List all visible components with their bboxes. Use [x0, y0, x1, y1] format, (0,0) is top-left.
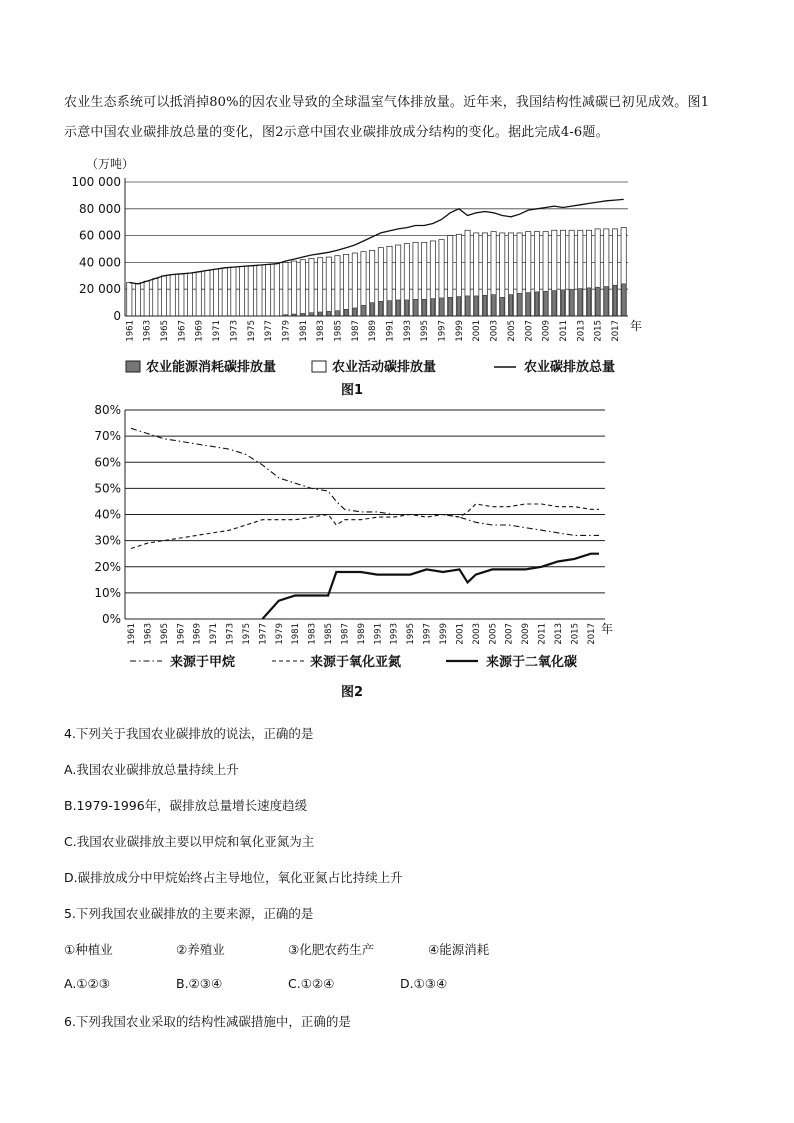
x-tick-label: 2015 [593, 320, 604, 342]
figure-1-title: 图1 [340, 383, 364, 398]
bar-energy [570, 289, 574, 316]
question-5-items [64, 940, 489, 958]
x-tick-label: 1985 [333, 320, 344, 342]
bar-energy [622, 284, 626, 316]
bar-activity [144, 281, 149, 316]
bar-energy [500, 297, 504, 316]
bar-energy [327, 311, 331, 316]
bar-energy [492, 295, 496, 316]
legend-energy-swatch [126, 361, 140, 372]
bar-activity [205, 270, 210, 316]
x-tick-label: 1973 [229, 320, 240, 342]
line-nitrous-oxide [131, 504, 599, 549]
question-4-option-a[interactable]: A.我国农业碳排放总量持续上升 [64, 762, 239, 777]
bar-activity [231, 267, 236, 316]
legend-energy-label: 农业能源消耗碳排放量 [146, 360, 277, 375]
y-tick-label: 60 000 [79, 228, 121, 243]
bar-activity [309, 258, 314, 316]
q5-item-2: ②养殖业 [176, 942, 225, 957]
line-total [129, 199, 623, 283]
x-tick-label: 1961 [127, 623, 137, 645]
x-tick-label: 2011 [537, 623, 548, 645]
intro-line-1: 农业生态系统可以抵消掉80%的因农业导致的全球温室气体排放量。近年来，我国结构性减碳已初见成效。图1 [64, 95, 710, 110]
x-tick-label: 2001 [472, 320, 483, 342]
x-tick-label: 2015 [570, 623, 581, 645]
bar-energy [318, 312, 322, 316]
x-axis-label: 年 [630, 319, 643, 333]
question-6-stem: 6.下列我国农业采取的结构性减碳措施中，正确的是 [64, 1014, 351, 1029]
legend-total-label: 农业碳排放总量 [524, 360, 616, 375]
bar-energy [509, 295, 513, 316]
y-tick-label: 30% [94, 533, 121, 548]
question-5-options [64, 976, 447, 991]
question-5-option-d[interactable]: D.①③④ [400, 976, 448, 991]
x-tick-label: 2013 [553, 623, 564, 645]
x-tick-label: 1997 [422, 623, 433, 645]
question-5-option-c[interactable]: C.①②④ [288, 976, 335, 991]
bar-energy [604, 287, 608, 316]
y-tick-label: 10% [94, 585, 121, 600]
bar-energy [587, 288, 591, 316]
x-tick-label: 1977 [258, 623, 269, 645]
x-tick-label: 1979 [281, 320, 292, 342]
bar-activity [187, 273, 192, 316]
x-tick-label: 1977 [264, 320, 275, 342]
x-tick-label: 1983 [316, 320, 327, 342]
bar-activity [265, 264, 270, 316]
question-4-option-c[interactable]: C.我国农业碳排放主要以甲烷和氧化亚氮为主 [64, 834, 315, 849]
bar-energy [414, 299, 418, 316]
x-tick-label: 2011 [558, 320, 569, 342]
bar-energy [552, 291, 556, 316]
question-4-option-b[interactable]: B.1979-1996年，碳排放总量增长速度趋缓 [64, 798, 308, 813]
y-axis-unit-label: （万吨） [86, 157, 135, 171]
legend-nitrous-oxide-label: 来源于氧化亚氮 [310, 655, 402, 670]
x-tick-label: 1993 [402, 320, 413, 342]
bar-energy [344, 309, 348, 316]
x-tick-label: 2013 [576, 320, 587, 342]
x-tick-label: 1975 [241, 623, 252, 645]
x-tick-label: 2001 [455, 623, 466, 645]
x-tick-label: 2007 [524, 320, 535, 342]
bar-activity [283, 262, 288, 316]
x-tick-label: 1969 [194, 320, 205, 342]
bar-activity [161, 276, 166, 316]
bar-energy [535, 292, 539, 316]
bar-activity [292, 261, 297, 316]
bar-activity [153, 278, 158, 316]
y-tick-label: 80 000 [79, 201, 121, 216]
x-tick-label: 1985 [324, 623, 335, 645]
bar-activity [352, 253, 357, 316]
bar-energy [370, 303, 374, 316]
bar-activity [318, 258, 323, 316]
bar-energy [431, 299, 435, 316]
x-tick-label: 2009 [541, 320, 552, 342]
bar-energy [310, 313, 314, 316]
x-tick-label: 1997 [437, 320, 448, 342]
bar-activity [127, 283, 132, 317]
bar-energy [613, 285, 617, 316]
x-tick-label: 1967 [176, 623, 187, 645]
bar-activity [170, 274, 175, 316]
bar-activity [257, 265, 262, 316]
legend-methane-label: 来源于甲烷 [170, 655, 236, 670]
legend-co2-label: 来源于二氧化碳 [486, 655, 578, 670]
q5-item-3: ③化肥农药生产 [288, 942, 375, 957]
bar-activity [213, 269, 218, 316]
bar-activity [274, 264, 279, 316]
x-tick-label: 1969 [192, 623, 203, 645]
bar-activity [248, 266, 253, 316]
x-tick-label: 2009 [521, 623, 532, 645]
y-tick-label: 100 000 [71, 175, 121, 189]
bar-energy [405, 300, 409, 316]
bar-energy [466, 296, 470, 316]
x-tick-label: 2003 [471, 623, 482, 645]
bar-activity [239, 266, 244, 316]
x-tick-label: 2005 [488, 623, 499, 645]
figure-2-title: 图2 [340, 685, 364, 700]
x-tick-label: 2005 [506, 320, 517, 342]
bar-activity [344, 254, 349, 316]
y-tick-label: 40% [94, 507, 121, 522]
x-axis-label: 年 [601, 622, 614, 636]
bar-activity [222, 268, 227, 316]
x-tick-label: 2007 [504, 623, 515, 645]
bar-activity [300, 260, 305, 316]
x-tick-label: 1975 [246, 320, 257, 342]
x-tick-label: 1979 [274, 623, 285, 645]
x-tick-label: 1989 [356, 623, 367, 645]
x-tick-label: 1963 [142, 320, 153, 342]
x-tick-label: 1999 [439, 623, 449, 645]
x-tick-label: 2017 [586, 623, 597, 645]
x-tick-label: 2017 [610, 320, 621, 342]
x-tick-label: 1961 [125, 320, 136, 342]
bar-activity [326, 257, 331, 316]
line-methane [131, 428, 599, 535]
x-tick-label: 1987 [350, 320, 361, 342]
q5-item-4: ④能源消耗 [428, 942, 490, 957]
y-tick-label: 40 000 [79, 255, 121, 270]
x-tick-label: 1991 [373, 623, 384, 645]
y-tick-label: 20% [94, 559, 121, 574]
figure-2-chart [0, 398, 794, 703]
x-tick-label: 1965 [159, 623, 170, 645]
bar-energy [596, 287, 600, 316]
question-5-stem: 5.下列我国农业碳排放的主要来源，正确的是 [64, 906, 314, 921]
question-5-option-a[interactable]: A.①②③ [64, 976, 110, 991]
x-tick-label: 1971 [212, 320, 223, 342]
x-tick-label: 1995 [406, 623, 417, 645]
bar-energy [396, 300, 400, 316]
y-tick-label: 0 [113, 309, 121, 323]
x-tick-label: 1999 [454, 320, 465, 342]
bar-energy [379, 301, 383, 316]
x-tick-label: 1965 [160, 320, 171, 342]
bar-energy [483, 295, 487, 316]
x-tick-label: 1993 [389, 623, 400, 645]
figure-1-chart [0, 148, 794, 398]
y-tick-label: 50% [94, 481, 121, 496]
bar-energy [526, 293, 530, 316]
bar-energy [422, 299, 426, 316]
x-tick-label: 1981 [298, 320, 309, 342]
legend-figure-1 [126, 359, 615, 375]
bar-energy [578, 289, 582, 316]
question-5-option-b[interactable]: B.②③④ [176, 976, 223, 991]
bar-energy [362, 305, 366, 316]
legend-figure-2 [130, 654, 577, 670]
q5-item-1: ①种植业 [64, 942, 113, 957]
bar-activity [135, 284, 140, 316]
x-tick-label: 1981 [291, 623, 302, 645]
bar-energy [336, 311, 340, 316]
line-carbon-dioxide [262, 554, 599, 619]
bar-energy [448, 297, 452, 316]
bar-activity [335, 256, 340, 316]
bar-energy [440, 298, 444, 316]
intro-line-2: 示意中国农业碳排放总量的变化，图2示意中国农业碳排放成分结构的变化。据此完成4-6题。 [64, 125, 609, 140]
question-4-option-d[interactable]: D.碳排放成分中甲烷始终占主导地位，氧化亚氮占比持续上升 [64, 870, 403, 885]
y-tick-label: 60% [94, 455, 121, 470]
y-tick-label: 20 000 [79, 282, 121, 297]
x-tick-label: 1983 [307, 623, 318, 645]
intro-paragraph [64, 88, 732, 148]
legend-activity-label: 农业活动碳排放量 [332, 360, 437, 375]
legend-activity-swatch [312, 361, 326, 372]
x-tick-label: 2003 [489, 320, 500, 342]
bar-energy [474, 296, 478, 316]
bar-energy [518, 293, 522, 316]
bar-activity [179, 274, 184, 316]
x-tick-label: 1971 [209, 623, 220, 645]
x-tick-label: 1991 [385, 320, 396, 342]
x-tick-label: 1973 [225, 623, 236, 645]
bar-energy [388, 301, 392, 316]
x-tick-label: 1995 [420, 320, 431, 342]
y-tick-label: 70% [94, 429, 121, 444]
y-tick-label: 80% [94, 403, 121, 417]
bar-energy [544, 291, 548, 316]
x-tick-label: 1987 [340, 623, 351, 645]
question-4-stem: 4.下列关于我国农业碳排放的说法，正确的是 [64, 726, 314, 741]
bar-activity [196, 272, 201, 316]
bar-energy [561, 290, 565, 316]
x-tick-label: 1967 [177, 320, 188, 342]
x-tick-label: 1989 [368, 320, 379, 342]
bar-energy [353, 308, 357, 316]
y-tick-label: 0% [101, 612, 121, 626]
bar-energy [457, 297, 461, 316]
x-tick-label: 1963 [143, 623, 154, 645]
